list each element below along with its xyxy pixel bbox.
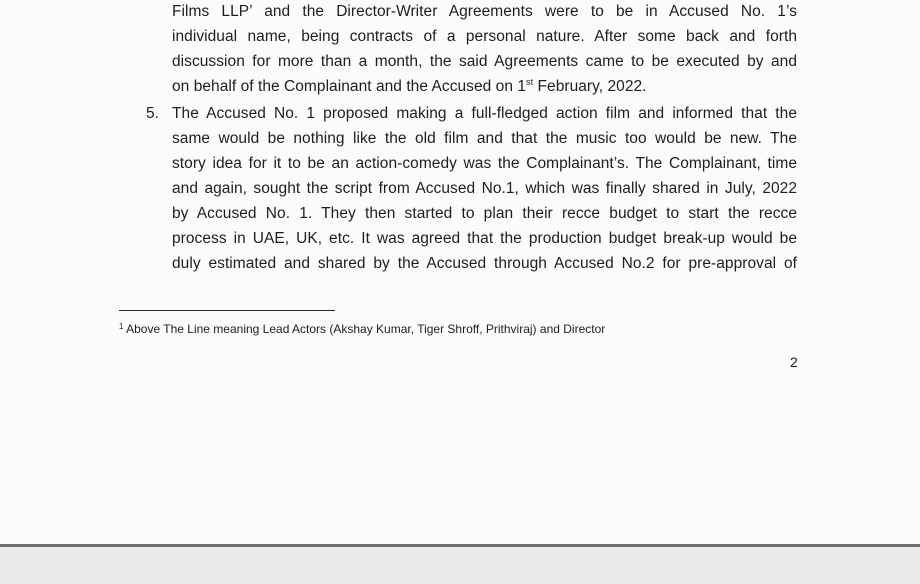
paragraph-5-line-7: duly estimated and shared by the Accused through Accused No.2 for pre-approval of (172, 255, 797, 272)
paragraph-5-line-5: by Accused No. 1. They then started to plan their recce budget to start the recce (172, 205, 797, 222)
footnote-separator (119, 310, 335, 311)
paragraph-4-line-1: Films LLP’ and the Director-Writer Agreements were to be in Accused No. 1’s (172, 3, 797, 20)
paragraph-5-line-2: same would be nothing like the old film and that the music too would be new. The (172, 130, 797, 147)
paragraph-5-line-6: process in UAE, UK, etc. It was agreed that the production budget break-up would be (172, 230, 797, 247)
page-number: 2 (790, 354, 798, 370)
footnote (119, 321, 605, 337)
paragraph-5-line-4: and again, sought the script from Accused No.1, which was finally shared in July, 2022 (172, 180, 797, 197)
ordinal-suffix: st (526, 77, 534, 87)
footnote-text: Above The Line meaning Lead Actors (Akshay Kumar, Tiger Shroff, Prithviraj) and Director (123, 322, 606, 336)
footnote-marker: 1 (119, 322, 124, 331)
viewer-background (0, 547, 920, 584)
paragraph-4-line-4 (172, 75, 647, 100)
paragraph-5-line-3: story idea for it to be an action-comedy was the Complainant’s. The Complainant, time (172, 155, 797, 172)
paragraph-4-line-3: discussion for more than a month, the said Agreements came to be executed by and (172, 53, 797, 70)
paragraph-5-line-1: The Accused No. 1 proposed making a full-fledged action film and informed that the (172, 105, 797, 122)
paragraph-5-number: 5. (146, 105, 159, 122)
paragraph-4-line-2: individual name, being contracts of a personal nature. After some back and forth (172, 28, 797, 45)
paragraph-4-line-4-text: on behalf of the Complainant and the Accused on 1 (172, 78, 527, 95)
paragraph-4-line-4-date: February, 2022. (533, 78, 647, 95)
